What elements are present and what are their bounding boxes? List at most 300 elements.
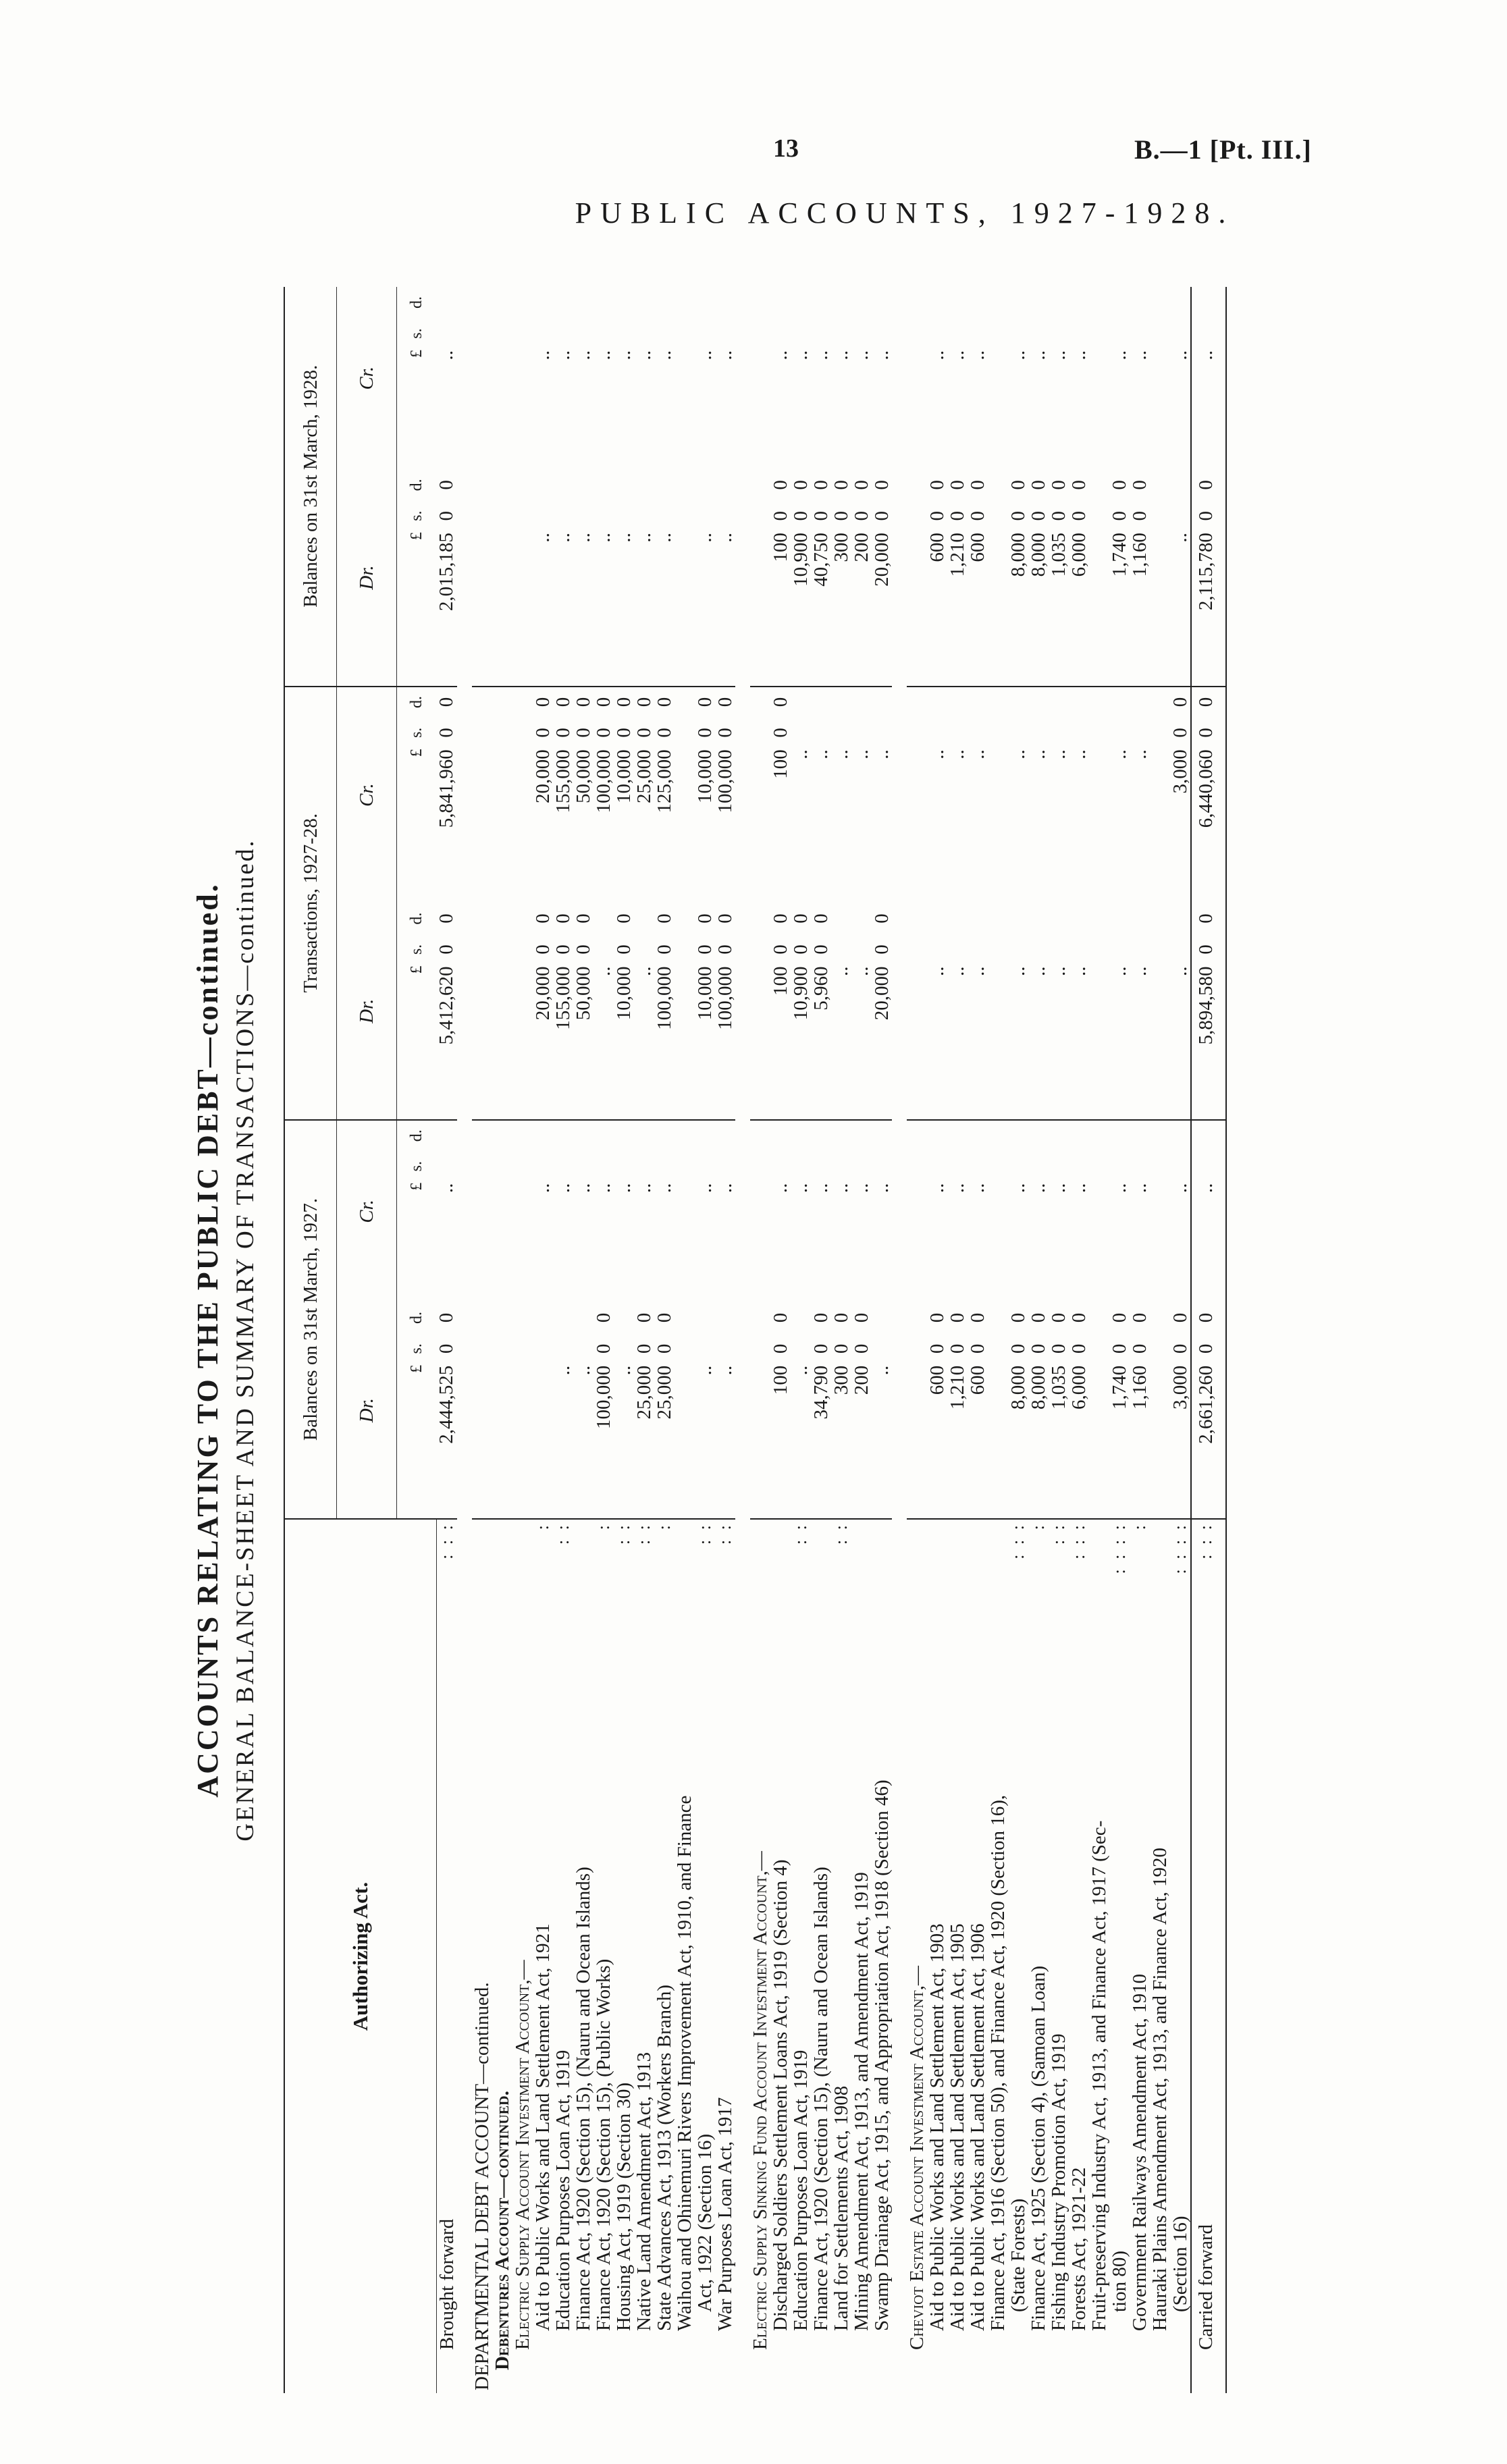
amount-cell: 8,000 xyxy=(1027,1365,1049,1410)
pence-cell: 0 xyxy=(1191,903,1226,934)
pence-cell xyxy=(1089,1302,1109,1333)
amount-cell: 100,000 xyxy=(653,966,675,1030)
pence-cell: 0 xyxy=(533,687,553,718)
shillings-cell xyxy=(492,1151,512,1182)
amount-cell xyxy=(492,748,512,903)
shillings-cell: 0 xyxy=(830,510,852,521)
shillings-cell xyxy=(750,1151,770,1182)
shillings-cell xyxy=(1089,1333,1109,1364)
pence-cell xyxy=(1109,687,1130,718)
shillings-cell xyxy=(872,318,892,349)
shillings-cell xyxy=(1170,318,1191,349)
pence-cell xyxy=(553,1302,573,1333)
amount-cell: 100 xyxy=(769,533,791,562)
pence-cell: 0 xyxy=(1067,480,1090,490)
amount-cell: .. xyxy=(531,533,554,543)
amount-cell: .. xyxy=(1047,966,1069,976)
pence-cell xyxy=(634,1120,654,1151)
table-row xyxy=(927,287,947,2393)
amount-cell xyxy=(907,349,927,469)
pence-cell: 0 xyxy=(1007,480,1029,490)
shillings-cell xyxy=(472,1151,492,1182)
shillings-cell xyxy=(1089,1151,1109,1182)
shillings-cell: 0 xyxy=(633,1343,655,1354)
dr-header: Dr. xyxy=(337,469,397,686)
table-row xyxy=(1008,287,1028,2393)
shillings-cell: 0 xyxy=(435,1343,457,1354)
amount-cell: .. xyxy=(946,350,968,360)
pence-cell xyxy=(654,1120,675,1151)
act-label xyxy=(634,1519,654,2393)
amount-cell: .. xyxy=(592,350,614,360)
pence-cell xyxy=(851,1120,872,1151)
shillings-cell xyxy=(512,500,533,531)
dr-header: Dr. xyxy=(337,1302,397,1519)
shillings-cell: 0 xyxy=(946,510,968,521)
table-row xyxy=(472,287,492,2393)
unit-l-header: £ xyxy=(407,1364,425,1373)
pence-cell xyxy=(927,687,947,718)
act-label xyxy=(1008,1519,1028,2393)
shillings-cell xyxy=(1049,1151,1069,1182)
pence-cell xyxy=(968,287,988,318)
pence-cell xyxy=(750,1120,770,1151)
amount-cell: .. xyxy=(1027,749,1049,759)
pence-cell: 0 xyxy=(850,480,872,490)
shillings-cell xyxy=(1028,1151,1049,1182)
pence-cell: 0 xyxy=(633,1312,655,1323)
shillings-cell: 0 xyxy=(769,728,791,738)
leader-dots: : xyxy=(532,1522,552,1530)
shillings-cell xyxy=(695,1151,715,1182)
shillings-cell xyxy=(634,318,654,349)
amount-cell xyxy=(907,1364,927,1519)
amount-cell: .. xyxy=(850,749,872,759)
act-text: Government Railways Amendment Act, 1910 xyxy=(1128,1973,1151,2331)
pence-cell xyxy=(1008,287,1028,318)
leader-dots: : : xyxy=(830,1522,851,1545)
pence-cell xyxy=(1130,903,1150,934)
amount-cell xyxy=(988,1182,1008,1302)
unit-d-header: d. xyxy=(407,912,425,925)
amount-cell: .. xyxy=(1027,1183,1049,1194)
pence-cell xyxy=(831,687,851,718)
pence-cell: 0 xyxy=(634,687,654,718)
amount-cell: 3,000 xyxy=(1169,1365,1191,1410)
table-row xyxy=(1170,287,1191,2393)
shillings-cell xyxy=(988,1333,1008,1364)
shillings-cell xyxy=(831,318,851,349)
amount-cell xyxy=(1089,1364,1109,1519)
pence-cell xyxy=(533,1302,553,1333)
act-text: Native Land Amendment Act, 1913 xyxy=(633,2052,655,2331)
shillings-cell xyxy=(907,318,927,349)
shillings-cell: 0 xyxy=(789,944,812,955)
amount-cell: 10,900 xyxy=(789,966,812,1021)
pence-cell: 0 xyxy=(573,687,593,718)
shillings-cell xyxy=(988,318,1008,349)
pence-cell xyxy=(1109,1120,1130,1151)
amount-cell: .. xyxy=(572,1183,594,1194)
leader-dots: : : xyxy=(552,1522,573,1545)
page-number: 13 xyxy=(773,134,799,163)
shillings-cell xyxy=(1170,934,1191,965)
pence-cell: 0 xyxy=(435,913,457,923)
pence-cell xyxy=(947,287,968,318)
amount-cell: 200 xyxy=(850,1365,872,1395)
amount-cell: 6,000 xyxy=(1067,1365,1090,1410)
pence-cell xyxy=(715,1120,735,1151)
act-label xyxy=(1150,1519,1170,2393)
amount-cell: 5,412,620 xyxy=(435,966,457,1045)
table-row xyxy=(715,287,735,2393)
amount-cell: .. xyxy=(810,350,832,360)
pence-cell xyxy=(1089,903,1109,934)
pence-cell xyxy=(927,287,947,318)
pence-cell: 0 xyxy=(435,480,457,490)
pence-cell xyxy=(715,1302,735,1333)
shillings-cell xyxy=(750,1333,770,1364)
pence-cell xyxy=(872,287,892,318)
act-text: Aid to Public Works and Land Settlement Act, 1903 xyxy=(926,1923,948,2331)
amount-cell: .. xyxy=(714,1365,736,1376)
amount-cell: .. xyxy=(633,533,655,543)
amount-cell: 1,210 xyxy=(946,533,968,577)
shillings-cell xyxy=(573,318,593,349)
amount-cell: .. xyxy=(714,350,736,360)
act-label xyxy=(573,1519,593,2393)
act-label xyxy=(492,1519,512,2393)
leader-dots: : : xyxy=(613,1522,633,1545)
leader-dots: : xyxy=(1028,1522,1048,1530)
table-row xyxy=(695,287,715,2393)
pence-cell: 0 xyxy=(1108,1312,1130,1323)
table-row xyxy=(851,287,872,2393)
amount-cell: 125,000 xyxy=(653,749,675,813)
pence-cell xyxy=(573,1120,593,1151)
pence-cell xyxy=(907,1302,927,1333)
amount-cell: 1,740 xyxy=(1108,533,1130,577)
act-text: Hauraki Plains Amendment Act, 1913, and Finance Act, 1920 xyxy=(1148,1847,1171,2331)
amount-cell: 5,960 xyxy=(810,966,832,1011)
pence-cell: 0 xyxy=(1047,480,1069,490)
amount-cell: .. xyxy=(592,533,614,543)
shillings-cell xyxy=(675,500,695,531)
amount-cell xyxy=(492,1364,512,1519)
shillings-cell: 0 xyxy=(966,510,988,521)
pence-cell xyxy=(675,1120,695,1151)
amount-cell: 600 xyxy=(926,533,948,562)
act-label xyxy=(675,1519,695,2393)
shillings-cell xyxy=(675,934,695,965)
amount-cell xyxy=(988,965,1008,1119)
shillings-cell xyxy=(512,934,533,965)
pence-cell xyxy=(675,469,695,500)
pence-cell: 0 xyxy=(1027,480,1049,490)
act-text: Mining Amendment Act, 1913, and Amendment Act, 1919 xyxy=(850,1872,872,2331)
act-label xyxy=(988,1519,1008,2393)
shillings-cell xyxy=(614,1333,634,1364)
amount-cell xyxy=(533,1364,553,1519)
amount-cell: .. xyxy=(693,350,716,360)
cr-header: Cr. xyxy=(337,687,397,903)
act-label xyxy=(750,1519,770,2393)
amount-cell: 6,000 xyxy=(1067,533,1090,577)
pence-cell: 0 xyxy=(612,913,635,923)
pence-cell xyxy=(1028,687,1049,718)
shillings-cell xyxy=(907,1151,927,1182)
pence-cell xyxy=(1028,1120,1049,1151)
shillings-cell xyxy=(533,1151,553,1182)
amount-cell: .. xyxy=(966,1183,988,1194)
pence-cell: 0 xyxy=(1027,1312,1049,1323)
amount-cell: .. xyxy=(1007,350,1029,360)
pence-cell xyxy=(750,903,770,934)
table-row xyxy=(654,287,675,2393)
pence-cell xyxy=(1049,903,1069,934)
amount-cell xyxy=(750,965,770,1119)
shillings-cell xyxy=(654,500,675,531)
shillings-cell xyxy=(553,500,573,531)
pence-cell xyxy=(1008,1120,1028,1151)
shillings-cell xyxy=(492,500,512,531)
amount-cell: .. xyxy=(1128,966,1151,976)
pence-cell xyxy=(907,903,927,934)
amount-cell xyxy=(988,531,1008,686)
amount-cell xyxy=(472,349,492,469)
amount-cell: .. xyxy=(926,1183,948,1194)
shillings-cell xyxy=(872,717,892,748)
shillings-cell xyxy=(927,717,947,748)
act-text: Housing Act, 1919 (Section 30) xyxy=(612,2082,635,2331)
amount-cell xyxy=(675,748,695,903)
amount-cell: 100 xyxy=(769,749,791,779)
amount-cell: .. xyxy=(1047,749,1069,759)
pence-cell: 0 xyxy=(769,480,791,490)
pence-cell xyxy=(988,287,1008,318)
amount-cell xyxy=(1089,965,1109,1119)
act-text: Finance Act, 1920 (Section 15), (Nauru and Ocean Islands) xyxy=(810,1867,832,2331)
pence-cell: 0 xyxy=(810,480,832,490)
shillings-cell xyxy=(750,500,770,531)
table-row xyxy=(1069,287,1089,2393)
shillings-cell xyxy=(988,934,1008,965)
pence-cell xyxy=(988,1120,1008,1151)
shillings-cell xyxy=(553,1151,573,1182)
shillings-cell xyxy=(675,717,695,748)
pence-cell xyxy=(512,687,533,718)
table-row xyxy=(907,287,927,2393)
table-row xyxy=(750,287,770,2393)
amount-cell: .. xyxy=(966,966,988,976)
pence-cell xyxy=(831,903,851,934)
amount-cell: .. xyxy=(830,749,852,759)
act-text: Electric Supply Account Investment Account,— xyxy=(511,1960,533,2350)
pence-cell xyxy=(831,287,851,318)
unit-s-header: s. xyxy=(407,510,425,521)
amount-cell: .. xyxy=(1007,1183,1029,1194)
table-row xyxy=(811,287,831,2393)
pence-cell: 0 xyxy=(1047,1312,1069,1323)
pence-cell xyxy=(1109,903,1130,934)
pence-cell xyxy=(750,1302,770,1333)
act-text: Discharged Soldiers Settlement Loans Act, 1919 (Section 4) xyxy=(769,1859,791,2331)
shillings-cell: 0 xyxy=(850,1343,872,1354)
shillings-cell xyxy=(675,318,695,349)
amount-cell: 50,000 xyxy=(572,749,594,804)
amount-cell xyxy=(1089,531,1109,686)
shillings-cell: 0 xyxy=(789,510,812,521)
shillings-cell xyxy=(851,717,872,748)
shillings-cell xyxy=(1150,318,1170,349)
pence-cell xyxy=(695,469,715,500)
amount-cell: .. xyxy=(810,749,832,759)
shillings-cell xyxy=(1008,934,1028,965)
amount-cell: 155,000 xyxy=(552,966,574,1030)
pence-cell xyxy=(675,287,695,318)
shillings-cell xyxy=(512,318,533,349)
amount-cell: .. xyxy=(435,350,457,360)
shillings-cell xyxy=(1008,318,1028,349)
pence-cell xyxy=(1150,1302,1170,1333)
amount-cell: .. xyxy=(926,350,948,360)
act-label xyxy=(1028,1519,1049,2393)
pence-cell xyxy=(472,903,492,934)
pence-cell xyxy=(750,287,770,318)
amount-cell: 2,115,780 xyxy=(1191,531,1226,686)
shillings-cell xyxy=(1150,500,1170,531)
shillings-cell xyxy=(533,1333,553,1364)
table-title: ACCOUNTS RELATING TO THE PUBLIC DEBT—continued. xyxy=(191,882,224,1798)
amount-cell xyxy=(492,531,512,686)
amount-cell: .. xyxy=(612,1365,635,1376)
amount-cell: 10,000 xyxy=(693,749,716,804)
shillings-cell xyxy=(634,500,654,531)
pence-cell xyxy=(492,469,512,500)
shillings-cell: 0 xyxy=(1047,1343,1069,1354)
act-text: tion 80) xyxy=(1108,2250,1130,2312)
shillings-cell xyxy=(715,1333,735,1364)
amount-cell: 8,000 xyxy=(1007,1365,1029,1410)
shillings-cell xyxy=(533,318,553,349)
pence-cell xyxy=(1028,903,1049,934)
pence-cell xyxy=(1028,287,1049,318)
cr-header: Cr. xyxy=(337,1120,397,1302)
pence-cell: 0 xyxy=(769,913,791,923)
amount-cell: .. xyxy=(435,1183,457,1194)
shillings-cell xyxy=(654,318,675,349)
amount-cell: 600 xyxy=(966,533,988,562)
act-label xyxy=(553,1519,573,2393)
amount-cell: 34,790 xyxy=(810,1365,832,1420)
amount-cell: .. xyxy=(789,749,812,759)
pence-cell xyxy=(533,287,553,318)
act-text: Finance Act, 1920 (Section 15), (Public Works) xyxy=(592,1958,614,2331)
pence-cell: 0 xyxy=(1191,469,1226,500)
shillings-cell xyxy=(1008,717,1028,748)
shillings-cell xyxy=(1130,934,1150,965)
shillings-cell xyxy=(472,934,492,965)
pence-cell xyxy=(1109,287,1130,318)
shillings-cell: 0 xyxy=(810,944,832,955)
shillings-cell xyxy=(1028,318,1049,349)
amount-cell: .. xyxy=(633,966,655,976)
spacer xyxy=(735,287,750,2393)
act-text: Aid to Public Works and Land Settlement Act, 1906 xyxy=(966,1923,988,2331)
pence-cell xyxy=(1150,469,1170,500)
pence-cell xyxy=(492,1302,512,1333)
shillings-cell xyxy=(851,1151,872,1182)
pence-cell: 0 xyxy=(926,1312,948,1323)
pence-cell xyxy=(1150,903,1170,934)
shillings-cell xyxy=(695,318,715,349)
shillings-cell xyxy=(907,500,927,531)
amount-cell: 40,750 xyxy=(810,533,832,587)
amount-cell xyxy=(512,1364,533,1519)
amount-cell: 25,000 xyxy=(653,1365,675,1420)
shillings-cell: 0 xyxy=(633,728,655,738)
pence-cell xyxy=(811,1120,831,1151)
shillings-cell xyxy=(492,1333,512,1364)
shillings-cell: 0 xyxy=(1191,1333,1226,1364)
leader-dots: : : : : xyxy=(1109,1522,1129,1574)
amount-cell: .. xyxy=(1128,749,1151,759)
amount-cell xyxy=(1150,1364,1170,1519)
act-label xyxy=(654,1519,675,2393)
pence-cell xyxy=(553,1120,573,1151)
pence-cell: 0 xyxy=(1169,1312,1191,1323)
amount-cell: .. xyxy=(1108,350,1130,360)
shillings-cell xyxy=(573,500,593,531)
pence-cell: 0 xyxy=(592,1312,614,1323)
pence-cell: 0 xyxy=(435,1312,457,1323)
pence-cell xyxy=(791,687,811,718)
pence-cell xyxy=(1089,687,1109,718)
shillings-cell xyxy=(1130,717,1150,748)
act-label xyxy=(1130,1519,1150,2393)
pence-cell xyxy=(1069,687,1089,718)
act-label xyxy=(1191,1519,1226,2393)
pence-cell xyxy=(947,903,968,934)
leader-dots: : : xyxy=(694,1522,714,1545)
shillings-cell: 0 xyxy=(531,944,554,955)
shillings-cell xyxy=(831,1151,851,1182)
shillings-cell: 0 xyxy=(653,1343,675,1354)
table-row xyxy=(1109,287,1130,2393)
pence-cell xyxy=(654,469,675,500)
amount-cell: .. xyxy=(531,350,554,360)
amount-cell: 5,894,580 xyxy=(1191,965,1226,1119)
table-row xyxy=(1130,287,1150,2393)
pence-cell xyxy=(512,1120,533,1151)
pence-cell xyxy=(675,903,695,934)
shillings-cell xyxy=(715,500,735,531)
page-heading: PUBLIC ACCOUNTS, 1927-1928. xyxy=(575,196,1235,230)
table-row xyxy=(553,287,573,2393)
amount-cell: 100,000 xyxy=(592,749,614,813)
amount-cell: .. xyxy=(830,966,852,976)
act-label xyxy=(695,1519,715,2393)
pence-cell xyxy=(851,287,872,318)
pence-cell xyxy=(907,469,927,500)
amount-cell: 10,900 xyxy=(789,533,812,587)
pence-cell xyxy=(770,287,791,318)
pence-cell xyxy=(811,687,831,718)
pence-cell: 0 xyxy=(531,913,554,923)
shillings-cell: 0 xyxy=(612,944,635,955)
act-label xyxy=(1109,1519,1130,2393)
pence-cell xyxy=(472,1120,492,1151)
